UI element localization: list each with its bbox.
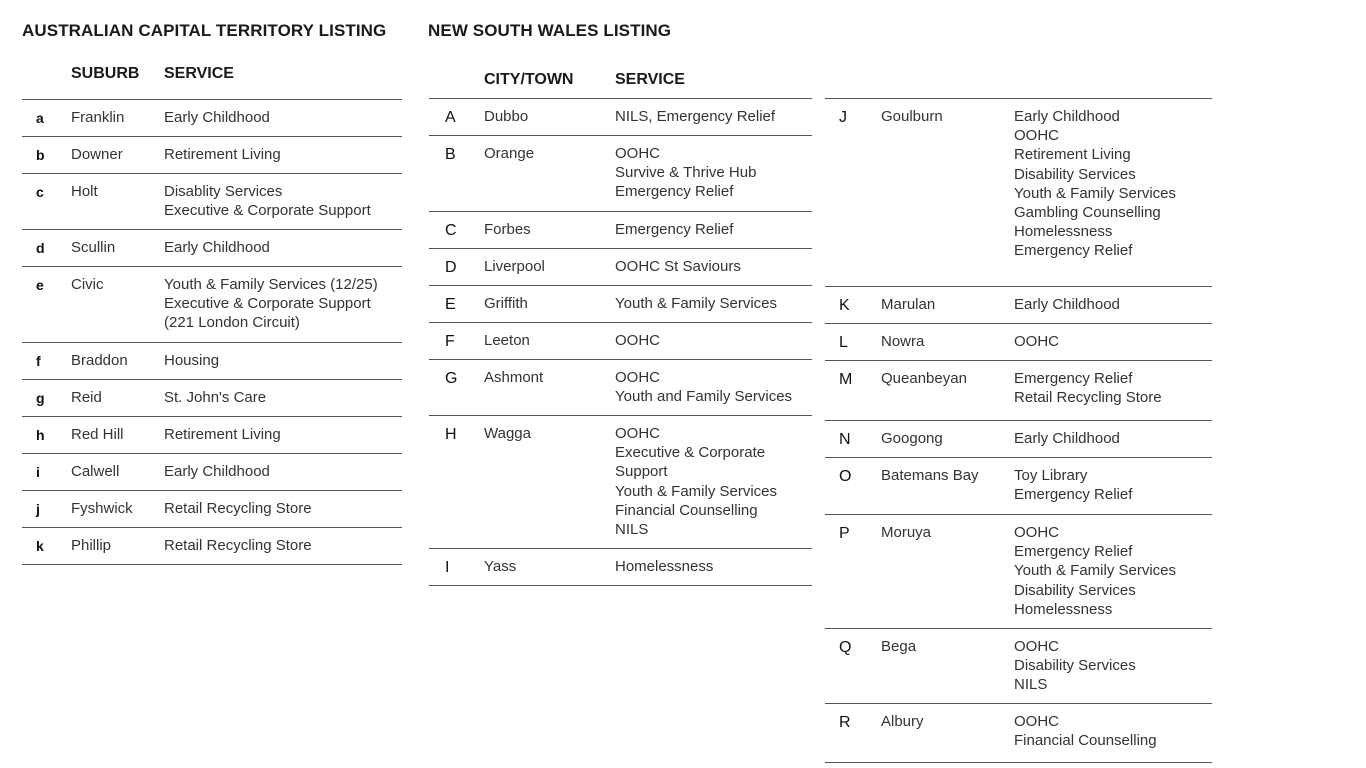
place-name: Griffith <box>484 295 528 312</box>
service-list <box>164 275 378 333</box>
service-list <box>615 294 777 313</box>
nsw-listing-title: NEW SOUTH WALES LISTING <box>428 21 672 40</box>
service-item: Retail Recycling Store <box>164 537 312 554</box>
act-listing-title: AUSTRALIAN CAPITAL TERRITORY LISTING <box>22 21 387 40</box>
place-name: Forbes <box>484 221 531 238</box>
place-name: Nowra <box>881 333 925 350</box>
listing-row <box>429 285 812 322</box>
service-list <box>164 108 270 127</box>
location-key: H <box>445 426 457 443</box>
service-item: Financial Counselling <box>1014 732 1157 750</box>
service-item: Retail Recycling Store <box>1014 389 1162 407</box>
service-list <box>1014 523 1176 619</box>
service-item: Emergency Relief <box>1014 486 1133 504</box>
place-name: Orange <box>484 145 535 162</box>
location-key: I <box>445 559 450 576</box>
service-item: Early Childhood <box>1014 430 1120 447</box>
listing-row <box>825 98 1212 286</box>
service-item: OOHC St Saviours <box>615 258 741 275</box>
service-list <box>164 182 371 220</box>
location-key: i <box>36 464 40 480</box>
service-item: OOHC <box>1014 638 1059 655</box>
service-item: Early Childhood <box>1014 108 1120 125</box>
listing-row <box>22 99 402 136</box>
listing-row <box>825 360 1212 420</box>
listing-row <box>22 527 402 565</box>
place-name: Dubbo <box>484 108 529 125</box>
listing-row <box>429 322 812 359</box>
location-key: b <box>36 147 45 163</box>
service-list <box>1014 429 1120 448</box>
service-item: Early Childhood <box>1014 296 1120 313</box>
listing-row <box>429 415 812 548</box>
place-name: Scullin <box>71 239 116 256</box>
service-list <box>615 368 792 406</box>
location-key: N <box>839 431 851 448</box>
service-list <box>164 145 281 164</box>
service-item: Survive & Thrive Hub <box>615 164 757 182</box>
service-list <box>1014 295 1120 314</box>
place-name: Liverpool <box>484 258 545 275</box>
service-item: Homelessness <box>615 558 714 575</box>
listing-row <box>429 135 812 211</box>
listing-row <box>22 342 402 379</box>
location-key: R <box>839 714 851 731</box>
service-item: Youth & Family Services <box>1014 562 1177 580</box>
location-key: G <box>445 370 458 387</box>
place-name: Holt <box>71 183 98 200</box>
listing-row <box>429 548 812 586</box>
location-key: e <box>36 277 44 293</box>
service-list <box>164 238 270 257</box>
place-name: Marulan <box>881 296 936 313</box>
location-key: A <box>445 109 456 126</box>
listing-row <box>429 248 812 285</box>
service-item: Disability Services <box>1014 165 1136 183</box>
location-key: c <box>36 184 44 200</box>
service-list <box>615 144 756 202</box>
location-key: J <box>839 109 847 126</box>
service-list <box>1014 369 1162 407</box>
service-item: OOHC <box>615 369 660 386</box>
listing-row <box>429 359 812 415</box>
service-list <box>1014 332 1059 351</box>
service-list <box>615 220 733 239</box>
service-item: OOHC <box>615 145 660 162</box>
listing-row <box>22 416 402 453</box>
service-item: Retirement Living <box>1014 146 1131 164</box>
listing-row <box>22 136 402 173</box>
place-name: Leeton <box>484 332 530 349</box>
service-item: Emergency Relief <box>1014 370 1133 387</box>
service-item: Emergency Relief <box>1014 242 1133 260</box>
service-list <box>615 107 775 126</box>
service-list <box>1014 637 1136 695</box>
listing-row <box>22 229 402 266</box>
service-list <box>164 388 266 407</box>
service-item: Executive & Corporate <box>615 444 766 462</box>
service-item: NILS <box>1014 676 1048 694</box>
listing-row <box>825 514 1212 628</box>
nsw-city-town-header: CITY/TOWN <box>484 71 574 88</box>
service-item: Housing <box>164 352 220 369</box>
place-name: Downer <box>71 146 123 163</box>
listing-row <box>22 379 402 416</box>
service-item: Gambling Counselling <box>1014 204 1161 222</box>
service-list <box>1014 107 1176 261</box>
location-key: F <box>445 333 455 350</box>
service-item: OOHC <box>1014 127 1059 145</box>
service-item: OOHC <box>615 332 660 349</box>
act-service-header: SERVICE <box>164 65 234 82</box>
location-key: M <box>839 371 853 388</box>
service-item: Early Childhood <box>164 463 270 480</box>
place-name: Ashmont <box>484 369 544 386</box>
service-item: Disablity Services <box>164 183 283 200</box>
place-name: Queanbeyan <box>881 370 967 387</box>
location-key: K <box>839 297 850 314</box>
location-key: Q <box>839 639 852 656</box>
service-item: Youth & Family Services <box>615 295 778 312</box>
service-item: Emergency Relief <box>1014 543 1133 561</box>
service-item: Emergency Relief <box>615 183 734 201</box>
location-key: k <box>36 538 44 554</box>
nsw-service-header: SERVICE <box>615 71 685 88</box>
place-name: Batemans Bay <box>881 467 979 484</box>
listing-row <box>22 173 402 229</box>
listing-row <box>22 266 402 342</box>
place-name: Fyshwick <box>71 500 133 517</box>
service-item: St. John's Care <box>164 389 267 406</box>
location-key: g <box>36 390 45 406</box>
listing-row <box>825 703 1212 763</box>
service-item: Retail Recycling Store <box>164 500 312 517</box>
service-item: Toy Library <box>1014 467 1088 484</box>
service-item: OOHC <box>1014 333 1059 350</box>
listing-row <box>22 453 402 490</box>
service-item: Homelessness <box>1014 223 1113 241</box>
listing-row <box>429 211 812 248</box>
location-key: L <box>839 334 848 351</box>
service-item: Early Childhood <box>164 239 270 256</box>
act-suburb-header: SUBURB <box>71 65 140 82</box>
service-item: Youth & Family Services (12/25) <box>164 276 378 293</box>
place-name: Bega <box>881 638 917 655</box>
location-key: B <box>445 146 456 163</box>
listing-row <box>825 457 1212 514</box>
service-item: OOHC <box>1014 713 1059 730</box>
location-key: f <box>36 353 41 369</box>
service-item: Disability Services <box>1014 581 1136 599</box>
listing-row <box>22 490 402 527</box>
service-item: Retirement Living <box>164 426 281 443</box>
place-name: Yass <box>484 558 517 575</box>
service-item: Emergency Relief <box>615 221 734 238</box>
act-listing-table <box>22 99 402 565</box>
place-name: Calwell <box>71 463 120 480</box>
service-item: Support <box>615 463 668 481</box>
location-key: E <box>445 296 456 313</box>
place-name: Civic <box>71 276 104 293</box>
service-item: Disability Services <box>1014 657 1136 675</box>
service-list <box>615 424 777 539</box>
service-item: Retirement Living <box>164 146 281 163</box>
service-item: Homelessness <box>1014 600 1113 618</box>
service-item: Youth & Family Services <box>1014 184 1177 202</box>
location-key: j <box>36 501 40 517</box>
service-item: Financial Counselling <box>615 501 758 519</box>
service-list <box>164 462 270 481</box>
service-list <box>164 499 312 518</box>
service-item: (221 London Circuit) <box>164 314 300 332</box>
place-name: Moruya <box>881 524 932 541</box>
service-list <box>615 257 741 276</box>
listing-row <box>429 98 812 135</box>
service-item: Executive & Corporate Support <box>164 202 371 220</box>
service-list <box>1014 712 1157 750</box>
location-key: d <box>36 240 45 256</box>
place-name: Googong <box>881 430 943 447</box>
nsw-listing-table-right <box>825 98 1212 763</box>
place-name: Braddon <box>71 352 128 369</box>
service-item: Youth and Family Services <box>615 388 793 406</box>
place-name: Wagga <box>484 425 531 442</box>
nsw-listing-table-left <box>429 98 812 586</box>
location-key: h <box>36 427 45 443</box>
service-list <box>1014 466 1132 504</box>
place-name: Albury <box>881 713 924 730</box>
location-key: D <box>445 259 457 276</box>
listing-row <box>825 628 1212 703</box>
place-name: Reid <box>71 389 102 406</box>
location-key: a <box>36 110 44 126</box>
service-item: OOHC <box>1014 524 1059 541</box>
place-name: Phillip <box>71 537 112 554</box>
service-item: NILS, Emergency Relief <box>615 108 776 125</box>
place-name: Goulburn <box>881 108 943 125</box>
service-list <box>164 536 312 555</box>
location-key: C <box>445 222 457 239</box>
service-list <box>615 557 713 576</box>
service-item: Youth & Family Services <box>615 482 778 500</box>
service-item: Executive & Corporate Support <box>164 295 371 313</box>
service-list <box>164 351 219 370</box>
place-name: Franklin <box>71 109 125 126</box>
listing-row <box>825 286 1212 323</box>
service-list <box>615 331 660 350</box>
listing-row <box>825 420 1212 457</box>
location-key: O <box>839 468 852 485</box>
location-key: P <box>839 525 850 542</box>
listing-row <box>825 323 1212 360</box>
service-item: Early Childhood <box>164 109 270 126</box>
service-item: OOHC <box>615 425 660 442</box>
service-item: NILS <box>615 521 649 539</box>
place-name: Red Hill <box>71 426 124 443</box>
service-list <box>164 425 281 444</box>
